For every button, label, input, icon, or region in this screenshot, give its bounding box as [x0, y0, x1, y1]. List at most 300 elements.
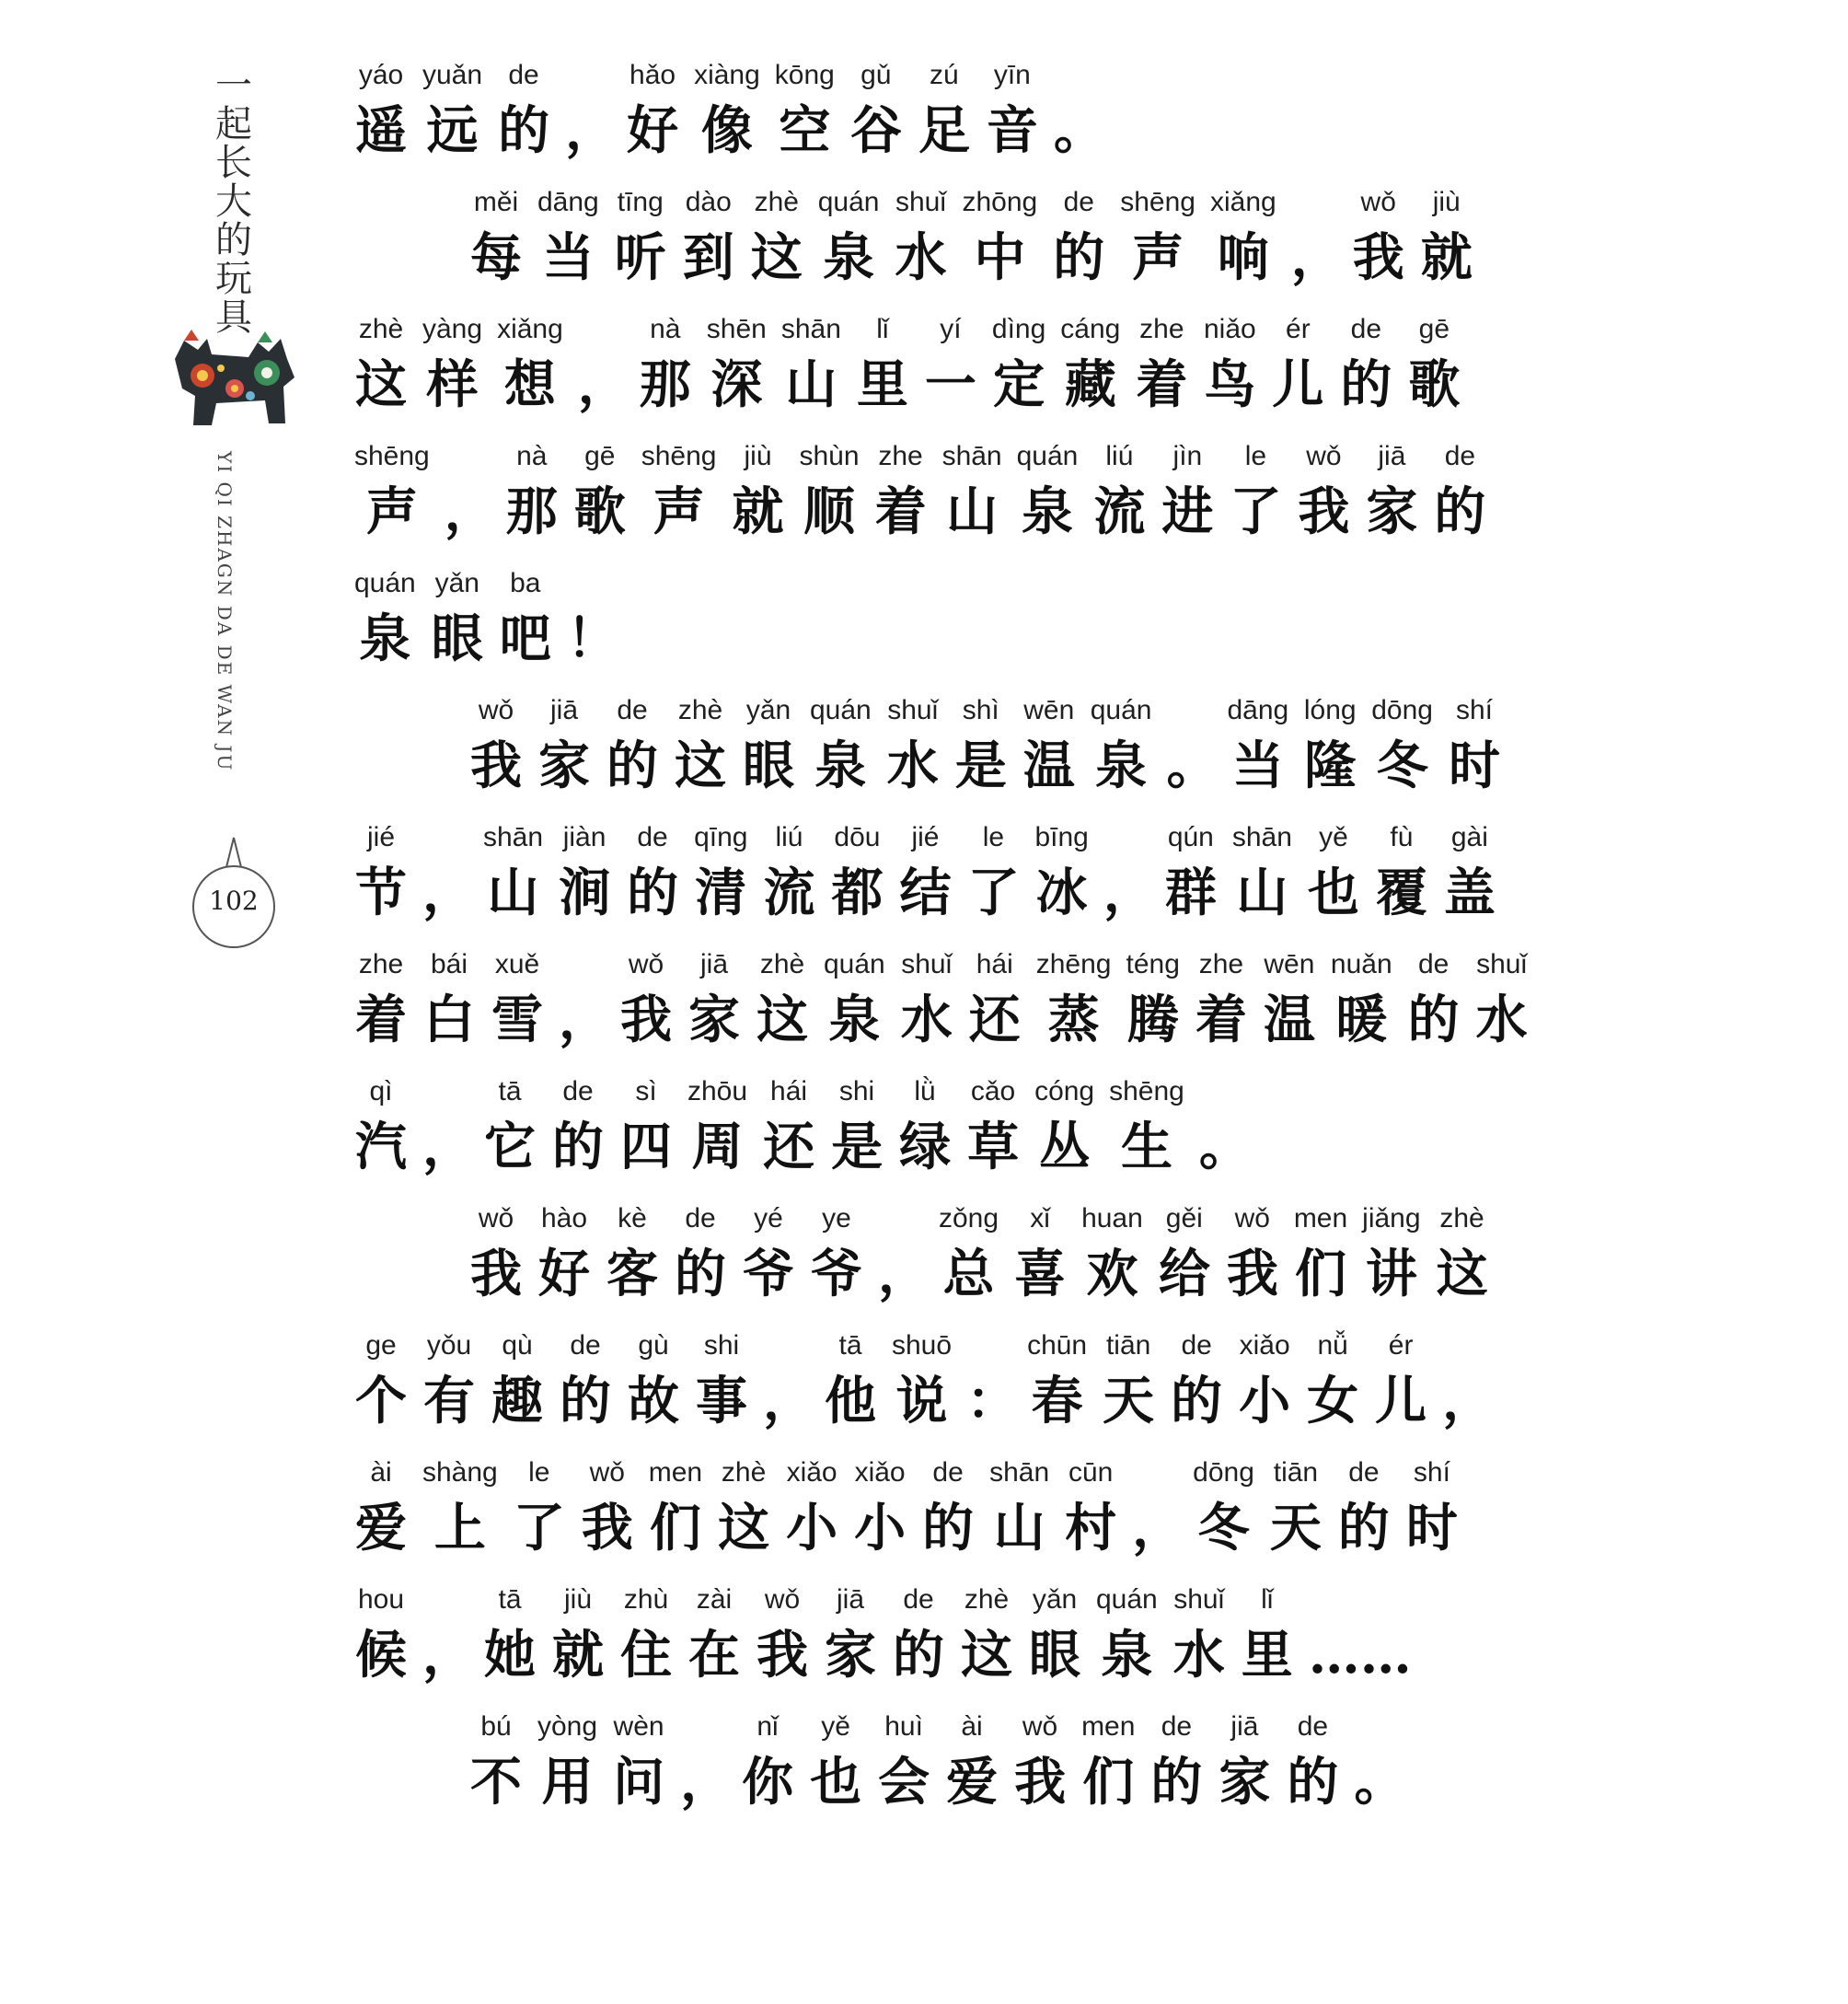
- pinyin: gē: [584, 441, 616, 471]
- character-unit: [354, 1326, 408, 1436]
- pinyin: le: [1244, 441, 1267, 471]
- hanzi: 的: [1171, 1371, 1223, 1431]
- pinyin: wǒ: [1360, 187, 1396, 217]
- hanzi: 这: [757, 990, 808, 1050]
- character-unit: [422, 55, 482, 166]
- character-unit: [422, 309, 482, 420]
- hanzi: 空: [779, 100, 831, 161]
- character-unit: [707, 309, 767, 420]
- pinyin: jiǎng: [1362, 1203, 1421, 1234]
- hanzi: 深: [710, 354, 763, 415]
- hanzi: 。: [1198, 1117, 1251, 1177]
- hanzi: 的: [893, 1625, 944, 1685]
- character-unit: [830, 817, 884, 928]
- punctuation: [680, 1707, 732, 1817]
- hanzi: 小: [786, 1498, 838, 1558]
- pinyin: nuǎn: [1330, 949, 1392, 979]
- pinyin: jìn: [1172, 441, 1203, 471]
- hanzi: 说: [895, 1371, 948, 1431]
- pinyin: dōu: [834, 822, 881, 852]
- character-unit: [918, 55, 971, 166]
- character-unit: [1352, 182, 1405, 293]
- hanzi: 进: [1161, 481, 1214, 542]
- hanzi: 听: [614, 227, 666, 288]
- pinyin: zhè: [964, 1584, 1010, 1615]
- pinyin: nà: [650, 314, 681, 344]
- character-unit: [1013, 1707, 1067, 1817]
- pinyin: jiù: [1432, 187, 1461, 217]
- character-unit: [354, 1453, 408, 1563]
- punctuation: [878, 1199, 930, 1309]
- pinyin: chūn: [1027, 1330, 1088, 1361]
- pinyin: ài: [961, 1711, 983, 1742]
- text-line: [354, 309, 1514, 436]
- character-unit: [641, 436, 717, 547]
- character-unit: [1365, 436, 1418, 547]
- punctuation: [422, 1072, 474, 1182]
- pinyin: [1167, 690, 1219, 731]
- hanzi: 这: [1436, 1244, 1488, 1304]
- character-unit: [612, 1707, 665, 1817]
- hanzi: 腾: [1126, 990, 1179, 1050]
- character-unit: [422, 1453, 498, 1563]
- hanzi: 。: [1354, 1752, 1406, 1813]
- pinyin: yǎn: [1032, 1584, 1078, 1615]
- pinyin: de: [1417, 949, 1450, 979]
- character-unit: [1297, 436, 1350, 547]
- pinyin: [422, 817, 474, 858]
- pinyin: zhè: [721, 1457, 767, 1488]
- hanzi: 欢: [1086, 1244, 1138, 1304]
- pinyin: yáo: [358, 60, 404, 90]
- pinyin: de: [1444, 441, 1476, 471]
- pinyin: jiù: [744, 441, 772, 471]
- hanzi: 的: [627, 863, 679, 923]
- pinyin: quán: [1016, 441, 1079, 471]
- character-unit: [1036, 944, 1112, 1055]
- hanzi: 是: [831, 1117, 884, 1177]
- character-unit: [1092, 436, 1146, 547]
- hanzi: 样: [426, 354, 479, 415]
- hanzi: 也: [810, 1752, 862, 1813]
- pinyin: gē: [1418, 314, 1450, 344]
- text-line: [354, 182, 1514, 309]
- pinyin: wǒ: [478, 695, 514, 725]
- pinyin: le: [528, 1457, 550, 1488]
- pinyin: [1054, 55, 1105, 96]
- pinyin: měi: [473, 187, 519, 217]
- pinyin: hou: [357, 1584, 405, 1615]
- character-unit: [762, 817, 815, 928]
- pinyin: nà: [516, 441, 548, 471]
- pinyin: jiù: [563, 1584, 592, 1615]
- pinyin: bú: [480, 1711, 512, 1742]
- hanzi: 音: [986, 100, 1038, 161]
- character-unit: [818, 182, 880, 293]
- pinyin: [1309, 1580, 1412, 1620]
- pinyin: shān: [483, 822, 544, 852]
- character-unit: [742, 1199, 795, 1309]
- character-unit: [853, 1453, 907, 1563]
- hanzi: 像: [700, 100, 753, 161]
- character-unit: [354, 1580, 408, 1690]
- character-unit: [1218, 1707, 1271, 1817]
- hanzi: 冰: [1035, 863, 1088, 923]
- hanzi: 隆: [1304, 736, 1357, 796]
- hanzi: 上: [433, 1498, 486, 1558]
- pinyin: [1354, 1707, 1405, 1747]
- pinyin: [680, 1707, 732, 1747]
- character-unit: [694, 817, 747, 928]
- character-unit: [1475, 944, 1529, 1055]
- pinyin: zhe: [1198, 949, 1244, 979]
- hanzi: 爷: [811, 1244, 862, 1304]
- hanzi: 暖: [1335, 990, 1388, 1050]
- pinyin: de: [1063, 187, 1094, 217]
- hanzi: 节: [355, 863, 407, 923]
- character-unit: [775, 55, 835, 166]
- hanzi: 的: [552, 1117, 604, 1177]
- pinyin: sì: [635, 1076, 657, 1106]
- pinyin: shì: [962, 695, 999, 725]
- hanzi: 他: [825, 1371, 876, 1431]
- pinyin: cáng: [1060, 314, 1121, 344]
- character-unit: [810, 690, 872, 801]
- character-unit: [687, 944, 741, 1055]
- character-unit: [945, 1707, 999, 1817]
- hanzi: 谷: [849, 100, 902, 161]
- hanzi: 用: [541, 1752, 594, 1813]
- pinyin: jié: [366, 822, 395, 852]
- character-unit: [1149, 1707, 1203, 1817]
- hanzi: 泉: [814, 736, 867, 796]
- hanzi: 好: [627, 100, 679, 161]
- character-unit: [1331, 944, 1392, 1055]
- pinyin: cǎo: [970, 1076, 1016, 1106]
- pinyin: zhe: [878, 441, 923, 471]
- text-line: [354, 690, 1514, 817]
- hanzi: 这: [675, 736, 726, 796]
- pinyin: dāng: [1227, 695, 1289, 725]
- hanzi: 们: [1294, 1244, 1346, 1304]
- character-unit: [1226, 1199, 1279, 1309]
- hanzi: 结: [899, 863, 952, 923]
- hanzi: 春: [1031, 1371, 1083, 1431]
- pinyin: wēn: [1264, 949, 1315, 979]
- text-line: [354, 1580, 1514, 1707]
- text-line: [354, 1072, 1514, 1199]
- pinyin: wǒ: [1022, 1711, 1058, 1742]
- pinyin: gù: [638, 1330, 669, 1361]
- pinyin: zhè: [677, 695, 723, 725]
- character-unit: [1096, 1580, 1158, 1690]
- pinyin: dōng: [1193, 1457, 1254, 1488]
- pinyin: tīng: [617, 187, 664, 217]
- character-unit: [497, 309, 563, 420]
- hanzi: 响: [1217, 227, 1269, 288]
- character-unit: [649, 1453, 702, 1563]
- pinyin: wǒ: [589, 1457, 625, 1488]
- character-unit: [1303, 690, 1357, 801]
- character-unit: [954, 690, 1008, 801]
- pinyin: de: [617, 695, 648, 725]
- character-unit: [1371, 690, 1433, 801]
- pinyin: tiān: [1105, 1330, 1151, 1361]
- pinyin: tiān: [1273, 1457, 1319, 1488]
- character-unit: [1022, 690, 1076, 801]
- character-unit: [921, 1453, 975, 1563]
- hanzi: 当: [542, 227, 595, 288]
- character-unit: [1337, 1453, 1391, 1563]
- pinyin: shēng: [1109, 1076, 1184, 1106]
- pinyin: quán: [1090, 695, 1152, 725]
- pinyin: qì: [369, 1076, 393, 1106]
- character-unit: [892, 1326, 952, 1436]
- text-line: [354, 817, 1514, 944]
- hanzi: 讲: [1365, 1244, 1417, 1304]
- hanzi: 也: [1307, 863, 1359, 923]
- character-unit: [1241, 1580, 1294, 1690]
- pinyin: wēn: [1023, 695, 1075, 725]
- character-unit: [968, 944, 1022, 1055]
- hanzi: 问: [613, 1752, 665, 1813]
- hanzi: ！: [566, 608, 618, 669]
- pinyin: hái: [976, 949, 1013, 979]
- pinyin: ér: [1388, 1330, 1414, 1361]
- character-unit: [431, 563, 484, 674]
- hanzi: 是: [954, 736, 1007, 796]
- hanzi: 的: [1340, 354, 1392, 415]
- pinyin: shēng: [641, 441, 717, 471]
- hanzi: 事: [696, 1371, 747, 1431]
- hanzi: 一: [924, 354, 976, 415]
- character-unit: [1081, 1199, 1143, 1309]
- character-unit: [924, 309, 977, 420]
- hanzi: 到: [682, 227, 734, 288]
- pinyin: xiǎng: [1210, 187, 1276, 217]
- character-unit: [674, 1199, 727, 1309]
- character-unit: [1307, 817, 1360, 928]
- character-unit: [1109, 1072, 1184, 1182]
- character-unit: [732, 436, 785, 547]
- pinyin: xuě: [494, 949, 540, 979]
- pinyin: jié: [911, 822, 940, 852]
- character-unit: [354, 944, 408, 1055]
- hanzi: 的: [1287, 1752, 1339, 1813]
- character-unit: [849, 55, 903, 166]
- hanzi: 。: [1053, 100, 1105, 161]
- pinyin: de: [562, 1076, 594, 1106]
- hanzi: 我: [620, 990, 672, 1050]
- hanzi: 那: [639, 354, 691, 415]
- book-title: 一起长大的玩具: [215, 64, 252, 339]
- hanzi: 山: [785, 354, 837, 415]
- hanzi: 的: [922, 1498, 975, 1558]
- character-unit: [1034, 817, 1088, 928]
- punctuation: [567, 563, 618, 674]
- pinyin: shēn: [706, 314, 767, 344]
- hanzi: 的: [498, 100, 550, 161]
- pinyin: hǎo: [629, 60, 676, 90]
- character-unit: [1269, 1453, 1322, 1563]
- character-unit: [469, 690, 523, 801]
- character-unit: [810, 1199, 863, 1309]
- pinyin: lǐ: [1261, 1584, 1274, 1615]
- pinyin: xǐ: [1030, 1203, 1050, 1234]
- hanzi: ，: [422, 1117, 474, 1177]
- pinyin: ba: [510, 568, 541, 598]
- hanzi: 山: [487, 863, 539, 923]
- punctuation: [1199, 1072, 1251, 1182]
- hanzi: 声: [1132, 227, 1184, 288]
- pinyin: [565, 55, 617, 96]
- pinyin: gěi: [1165, 1203, 1203, 1234]
- character-unit: [762, 1072, 815, 1182]
- character-unit: [1229, 436, 1282, 547]
- punctuation: [565, 55, 617, 166]
- character-unit: [469, 182, 523, 293]
- pinyin: de: [1350, 314, 1382, 344]
- pinyin: zhè: [358, 314, 404, 344]
- hanzi: 小: [1239, 1371, 1291, 1431]
- hanzi: 声: [365, 481, 418, 542]
- pinyin: [559, 944, 610, 985]
- character-unit: [1294, 1199, 1347, 1309]
- hanzi: 歌: [573, 481, 626, 542]
- hanzi: 泉: [828, 990, 881, 1050]
- hanzi: 总: [942, 1244, 995, 1304]
- hanzi: 的: [675, 1244, 726, 1304]
- hanzi: ，: [444, 481, 496, 542]
- character-unit: [558, 817, 611, 928]
- character-unit: [1102, 1326, 1155, 1436]
- pinyin: yàng: [422, 314, 483, 344]
- pinyin: [1199, 1072, 1251, 1112]
- pinyin: quán: [824, 949, 885, 979]
- character-unit: [626, 817, 679, 928]
- character-unit: [354, 817, 408, 928]
- pinyin: hào: [540, 1203, 588, 1234]
- pinyin: [567, 563, 618, 604]
- character-unit: [986, 55, 1039, 166]
- punctuation: [1103, 817, 1155, 928]
- character-unit: [1407, 944, 1461, 1055]
- punctuation: [1354, 1707, 1405, 1817]
- character-unit: [639, 309, 692, 420]
- hanzi: 清: [695, 863, 747, 923]
- hanzi: 生: [1121, 1117, 1172, 1177]
- hanzi: 我: [1226, 1244, 1278, 1304]
- hanzi: 泉: [823, 227, 875, 288]
- hanzi: 远: [426, 100, 479, 161]
- hanzi: 水: [1475, 990, 1528, 1050]
- pinyin: yuǎn: [422, 60, 483, 90]
- pinyin: hái: [770, 1076, 808, 1106]
- character-unit: [1172, 1580, 1226, 1690]
- character-unit: [694, 55, 760, 166]
- pinyin: ge: [365, 1330, 397, 1361]
- character-unit: [499, 563, 552, 674]
- punctuation: [445, 436, 496, 547]
- pinyin: ye: [822, 1203, 851, 1234]
- pinyin: tā: [838, 1330, 862, 1361]
- hanzi: 蒸: [1047, 990, 1100, 1050]
- pinyin: qù: [502, 1330, 533, 1361]
- character-unit: [559, 1326, 612, 1436]
- hanzi: 温: [1263, 990, 1315, 1050]
- hanzi: 水: [886, 736, 939, 796]
- hanzi: 汽: [355, 1117, 407, 1177]
- character-unit: [1271, 309, 1324, 420]
- pinyin: fù: [1390, 822, 1414, 852]
- punctuation: [578, 309, 629, 420]
- hanzi: 了: [1230, 481, 1282, 542]
- character-unit: [895, 182, 948, 293]
- hanzi: 天: [1103, 1371, 1155, 1431]
- hanzi: 泉: [359, 608, 411, 669]
- character-unit: [513, 1453, 566, 1563]
- pinyin: shàng: [422, 1457, 498, 1488]
- character-unit: [942, 436, 1002, 547]
- hanzi: 时: [1449, 736, 1500, 796]
- pinyin: jiàn: [562, 822, 606, 852]
- pinyin: quán: [810, 695, 872, 725]
- pinyin: de: [903, 1584, 934, 1615]
- pinyin: shēng: [1120, 187, 1195, 217]
- pinyin: de: [1161, 1711, 1193, 1742]
- character-unit: [1228, 690, 1289, 801]
- character-unit: [1081, 1707, 1135, 1817]
- character-unit: [606, 690, 659, 801]
- hanzi: 眼: [1029, 1625, 1080, 1685]
- hanzi: 吧: [499, 608, 551, 669]
- hanzi: 喜: [1014, 1244, 1067, 1304]
- character-unit: [717, 1453, 770, 1563]
- character-unit: [809, 1707, 862, 1817]
- character-unit: [1238, 1326, 1291, 1436]
- character-unit: [989, 1453, 1049, 1563]
- pinyin: de: [685, 1203, 716, 1234]
- character-unit: [874, 436, 928, 547]
- character-unit: [963, 182, 1038, 293]
- hanzi: 儿: [1375, 1371, 1427, 1431]
- hanzi: 冬: [1376, 736, 1428, 796]
- character-unit: [781, 309, 841, 420]
- pinyin: huan: [1081, 1203, 1143, 1234]
- hanzi: 里: [1241, 1625, 1293, 1685]
- hanzi: 时: [1405, 1498, 1458, 1558]
- pinyin: [1103, 817, 1155, 858]
- pinyin: zhōng: [962, 187, 1038, 217]
- pinyin: shān: [780, 314, 841, 344]
- pinyin: zǒng: [939, 1203, 999, 1234]
- character-unit: [824, 944, 885, 1055]
- pinyin: liú: [1105, 441, 1134, 471]
- pinyin: zú: [930, 60, 959, 90]
- character-unit: [674, 690, 727, 801]
- character-unit: [422, 944, 476, 1055]
- character-unit: [1034, 1072, 1094, 1182]
- character-unit: [354, 309, 408, 420]
- pinyin: zhè: [759, 949, 805, 979]
- character-unit: [1064, 1453, 1117, 1563]
- hanzi: 的: [1053, 227, 1105, 288]
- hanzi: 的: [606, 736, 658, 796]
- pinyin: de: [1297, 1711, 1329, 1742]
- hanzi: 我: [470, 736, 522, 796]
- pinyin: tā: [498, 1584, 522, 1615]
- character-unit: [469, 1199, 523, 1309]
